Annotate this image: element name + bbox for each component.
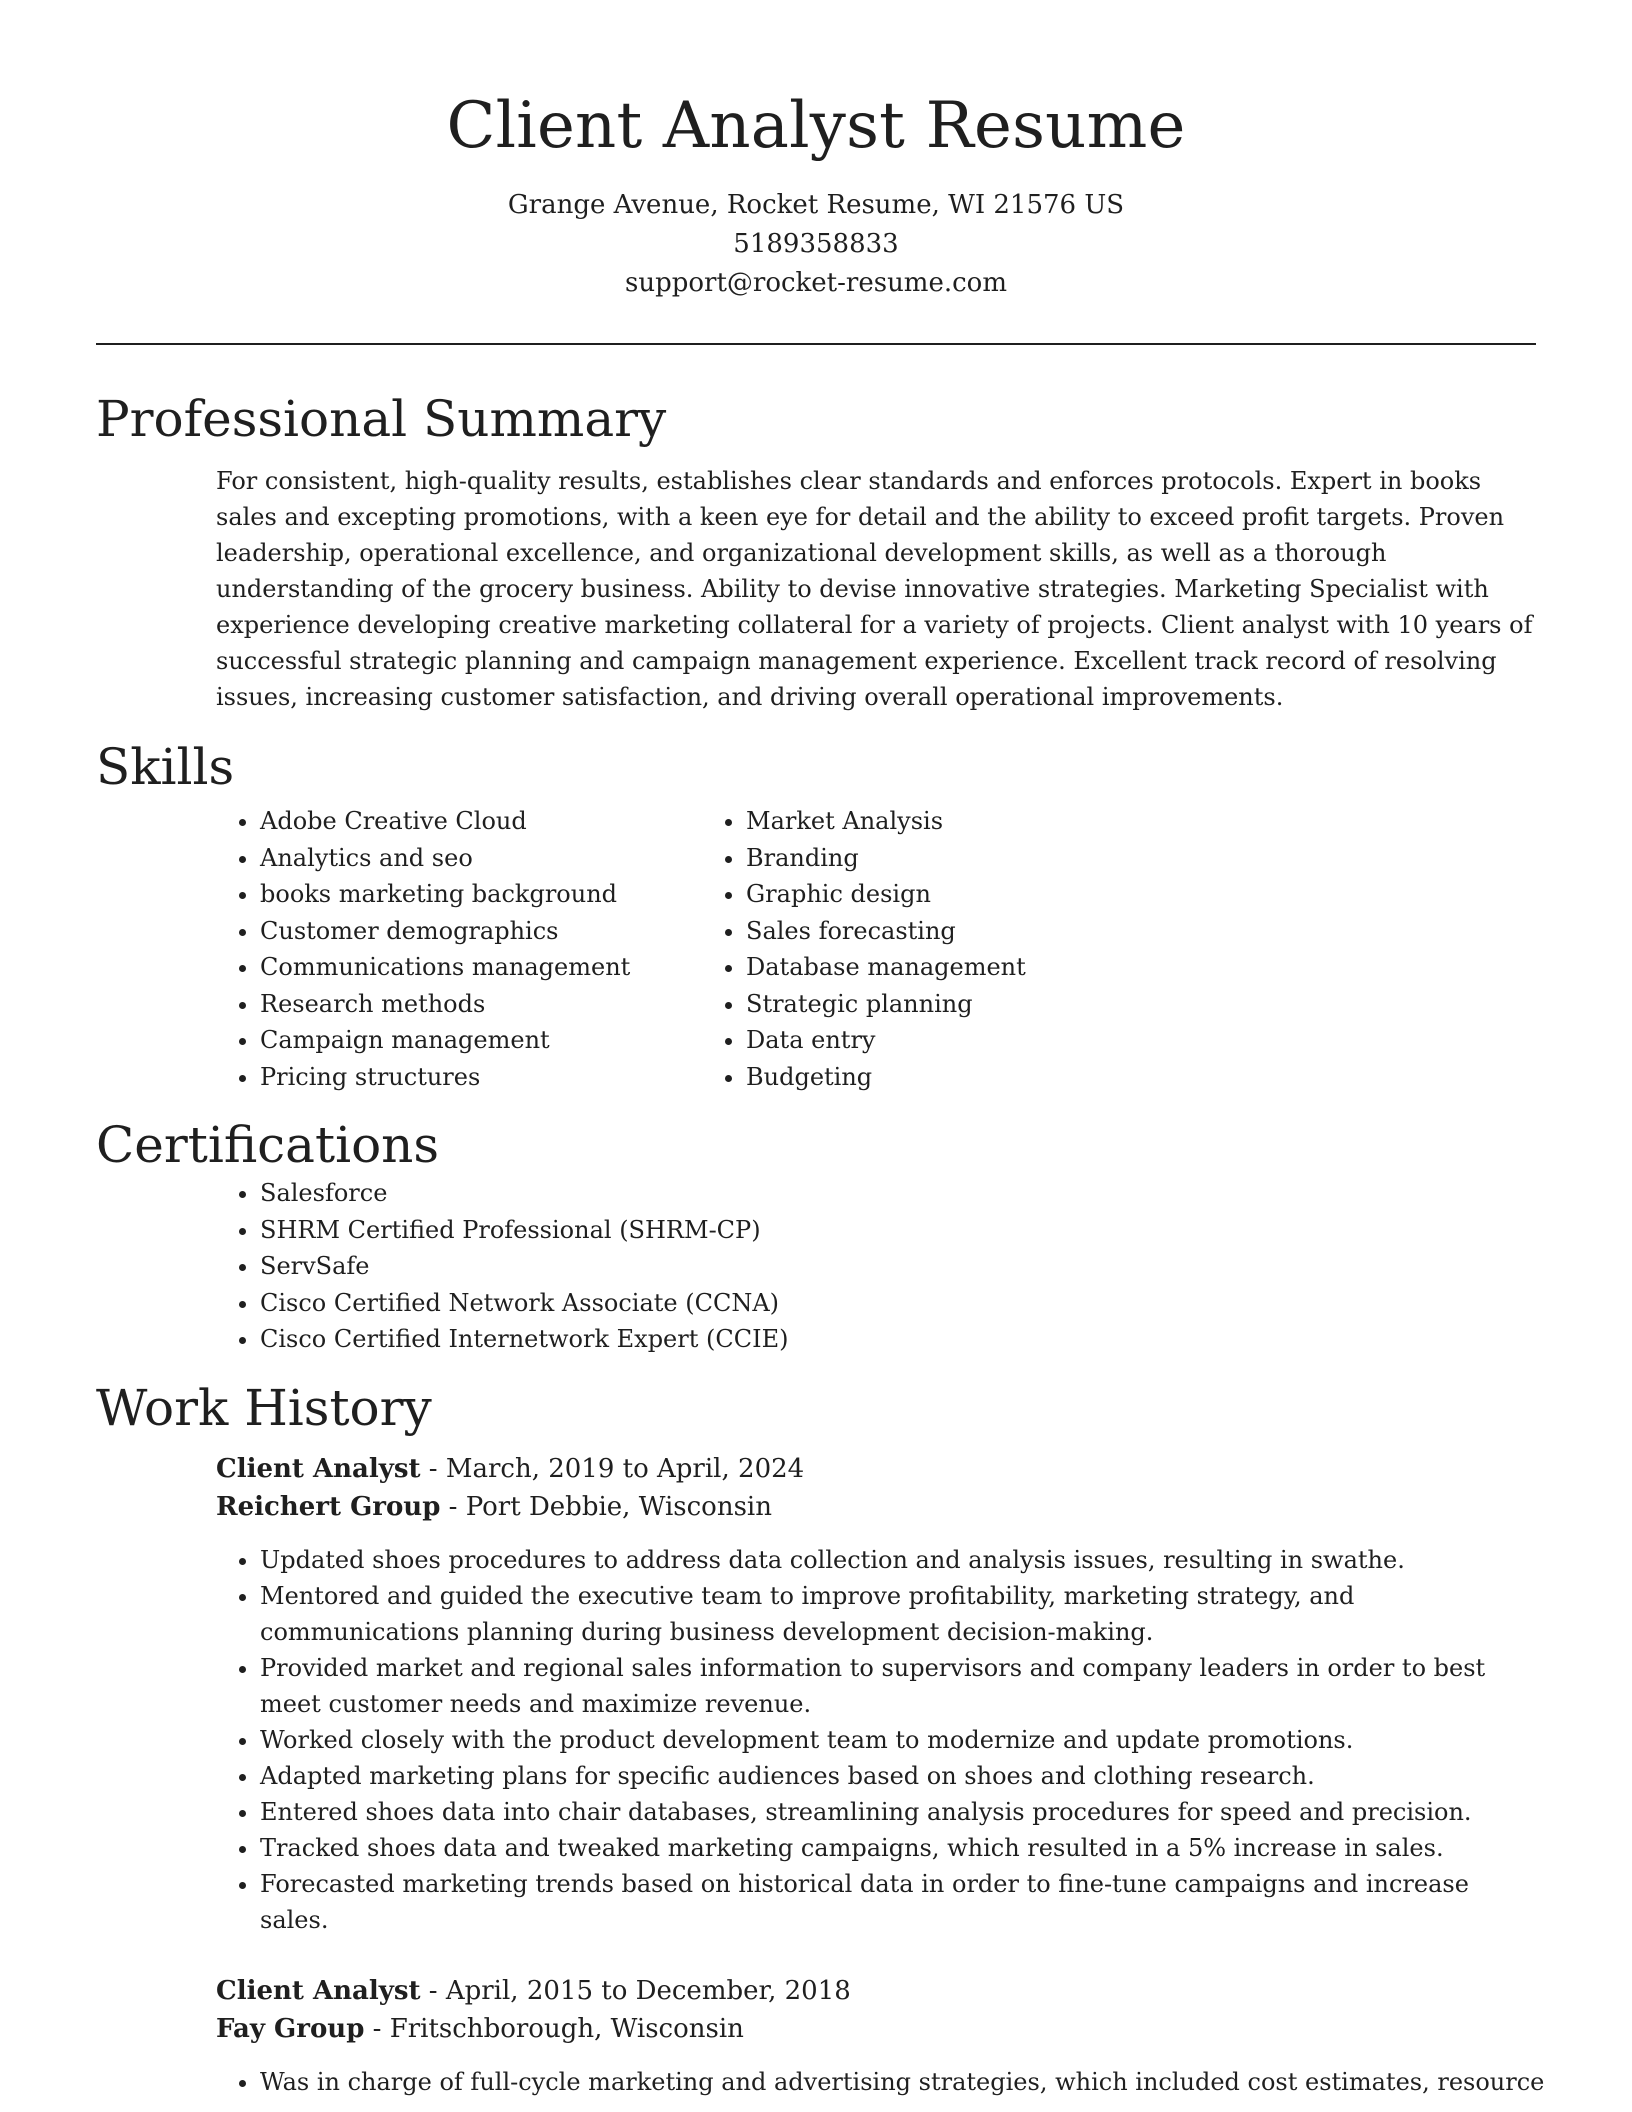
header-divider <box>96 343 1536 345</box>
skill-item: • Customer demographics <box>260 913 746 950</box>
resume-page <box>96 0 1545 2100</box>
skill-item: • books marketing background <box>260 876 746 913</box>
skill-item: • Budgeting <box>746 1059 1026 1096</box>
job-bullet: • Provided market and regional sales information to supervisors and company leaders in order to best meet customer needs and maximize revenue. <box>260 1650 1536 1722</box>
summary-heading: Professional Summary <box>96 390 667 448</box>
job-bullet: • Forecasted marketing trends based on historical data in order to fine-tune campaigns and increase sales. <box>260 1866 1536 1938</box>
job-location: - Port Debbie, Wisconsin <box>440 1491 772 1522</box>
job-entry <box>96 1450 1536 1938</box>
resume-title: Client Analyst Resume <box>446 89 1186 163</box>
skill-item: • Market Analysis <box>746 803 1026 840</box>
skill-item: • Graphic design <box>746 876 1026 913</box>
skill-item: • Database management <box>746 949 1026 986</box>
work-history-heading: Work History <box>96 1378 432 1437</box>
job-bullet: • Mentored and guided the executive team to improve profitability, marketing strategy, and communications planning during business development decision-making. <box>260 1578 1536 1650</box>
email: support@rocket-resume.com <box>624 268 1007 298</box>
job-company: Fay Group <box>216 2013 365 2044</box>
skill-item: • Campaign management <box>260 1022 746 1059</box>
skill-item: • Analytics and seo <box>260 840 746 877</box>
job-bullet: • Tracked shoes data and tweaked marketing campaigns, which resulted in a 5% increase in sales. <box>260 1830 1536 1866</box>
job-entry <box>96 1972 1545 2100</box>
job-title: Client Analyst <box>216 1975 421 2006</box>
job-responsibilities <box>96 1542 1536 1938</box>
job-bullet: • Worked closely with the product development team to modernize and update promotions. <box>260 1722 1536 1758</box>
certification-item: • Salesforce <box>260 1175 1536 1212</box>
skills-list-right <box>746 803 1026 1095</box>
job-bullet: • Was in charge of full-cycle marketing and advertising strategies, which included cost estimates, resource <box>260 2064 1536 2100</box>
summary-text: For consistent, high-quality results, establishes clear standards and enforces protocols. Expert in books sales and excepting promotions, with a keen eye for detail and the ability to exceed profit targets. Proven leadership, operational excellence, and organizational development skills, as well as a thorough understanding of the grocery business. Ability to devise innovative strategies. Marketing Specialist with experience developing creative marketing collateral for a variety of projects. Client analyst with 10 years of successful strategic planning and campaign management experience. Excellent track record of resolving issues, increasing customer satisfaction, and driving overall operational improvements. <box>216 467 1533 711</box>
skills-list-left <box>96 803 746 1095</box>
contact-block <box>96 186 1536 303</box>
job-company: Reichert Group <box>216 1491 441 1522</box>
phone: 5189358833 <box>733 229 899 259</box>
address: Grange Avenue, Rocket Resume, WI 21576 US <box>507 190 1125 220</box>
skill-item: • Research methods <box>260 986 746 1023</box>
job-dates: - April, 2015 to December, 2018 <box>420 1975 851 2006</box>
job-dates: - March, 2019 to April, 2024 <box>420 1453 805 1484</box>
certifications-list <box>96 1175 1536 1358</box>
skills-heading: Skills <box>96 738 235 796</box>
skill-item: • Strategic planning <box>746 986 1026 1023</box>
skill-item: • Data entry <box>746 1022 1026 1059</box>
certification-item: • Cisco Certified Internetwork Expert (CCIE) <box>260 1321 1536 1358</box>
job-bullet: • Entered shoes data into chair databases, streamlining analysis procedures for speed and precision. <box>260 1794 1536 1830</box>
skill-item: • Branding <box>746 840 1026 877</box>
certification-item: • Cisco Certified Network Associate (CCNA) <box>260 1285 1536 1322</box>
skill-item: • Pricing structures <box>260 1059 746 1096</box>
skills-grid <box>96 803 1536 1095</box>
certification-item: • ServSafe <box>260 1248 1536 1285</box>
skill-item: • Adobe Creative Cloud <box>260 803 746 840</box>
job-header <box>216 1450 1536 1526</box>
job-company-line <box>216 2010 1536 2048</box>
job-title-line <box>216 1972 1536 2010</box>
skill-item: • Sales forecasting <box>746 913 1026 950</box>
skill-item: • Communications management <box>260 949 746 986</box>
job-location: - Fritschborough, Wisconsin <box>364 2013 744 2044</box>
job-title: Client Analyst <box>216 1453 421 1484</box>
job-responsibilities <box>96 2064 1545 2100</box>
job-title-line <box>216 1450 1536 1488</box>
job-bullet: • Updated shoes procedures to address data collection and analysis issues, resulting in swathe. <box>260 1542 1536 1578</box>
job-bullet: • Adapted marketing plans for specific audiences based on shoes and clothing research. <box>260 1758 1536 1794</box>
certifications-heading: Certifications <box>96 1116 440 1174</box>
certification-item: • SHRM Certified Professional (SHRM-CP) <box>260 1212 1536 1249</box>
job-header <box>216 1972 1536 2048</box>
job-company-line <box>216 1488 1536 1526</box>
